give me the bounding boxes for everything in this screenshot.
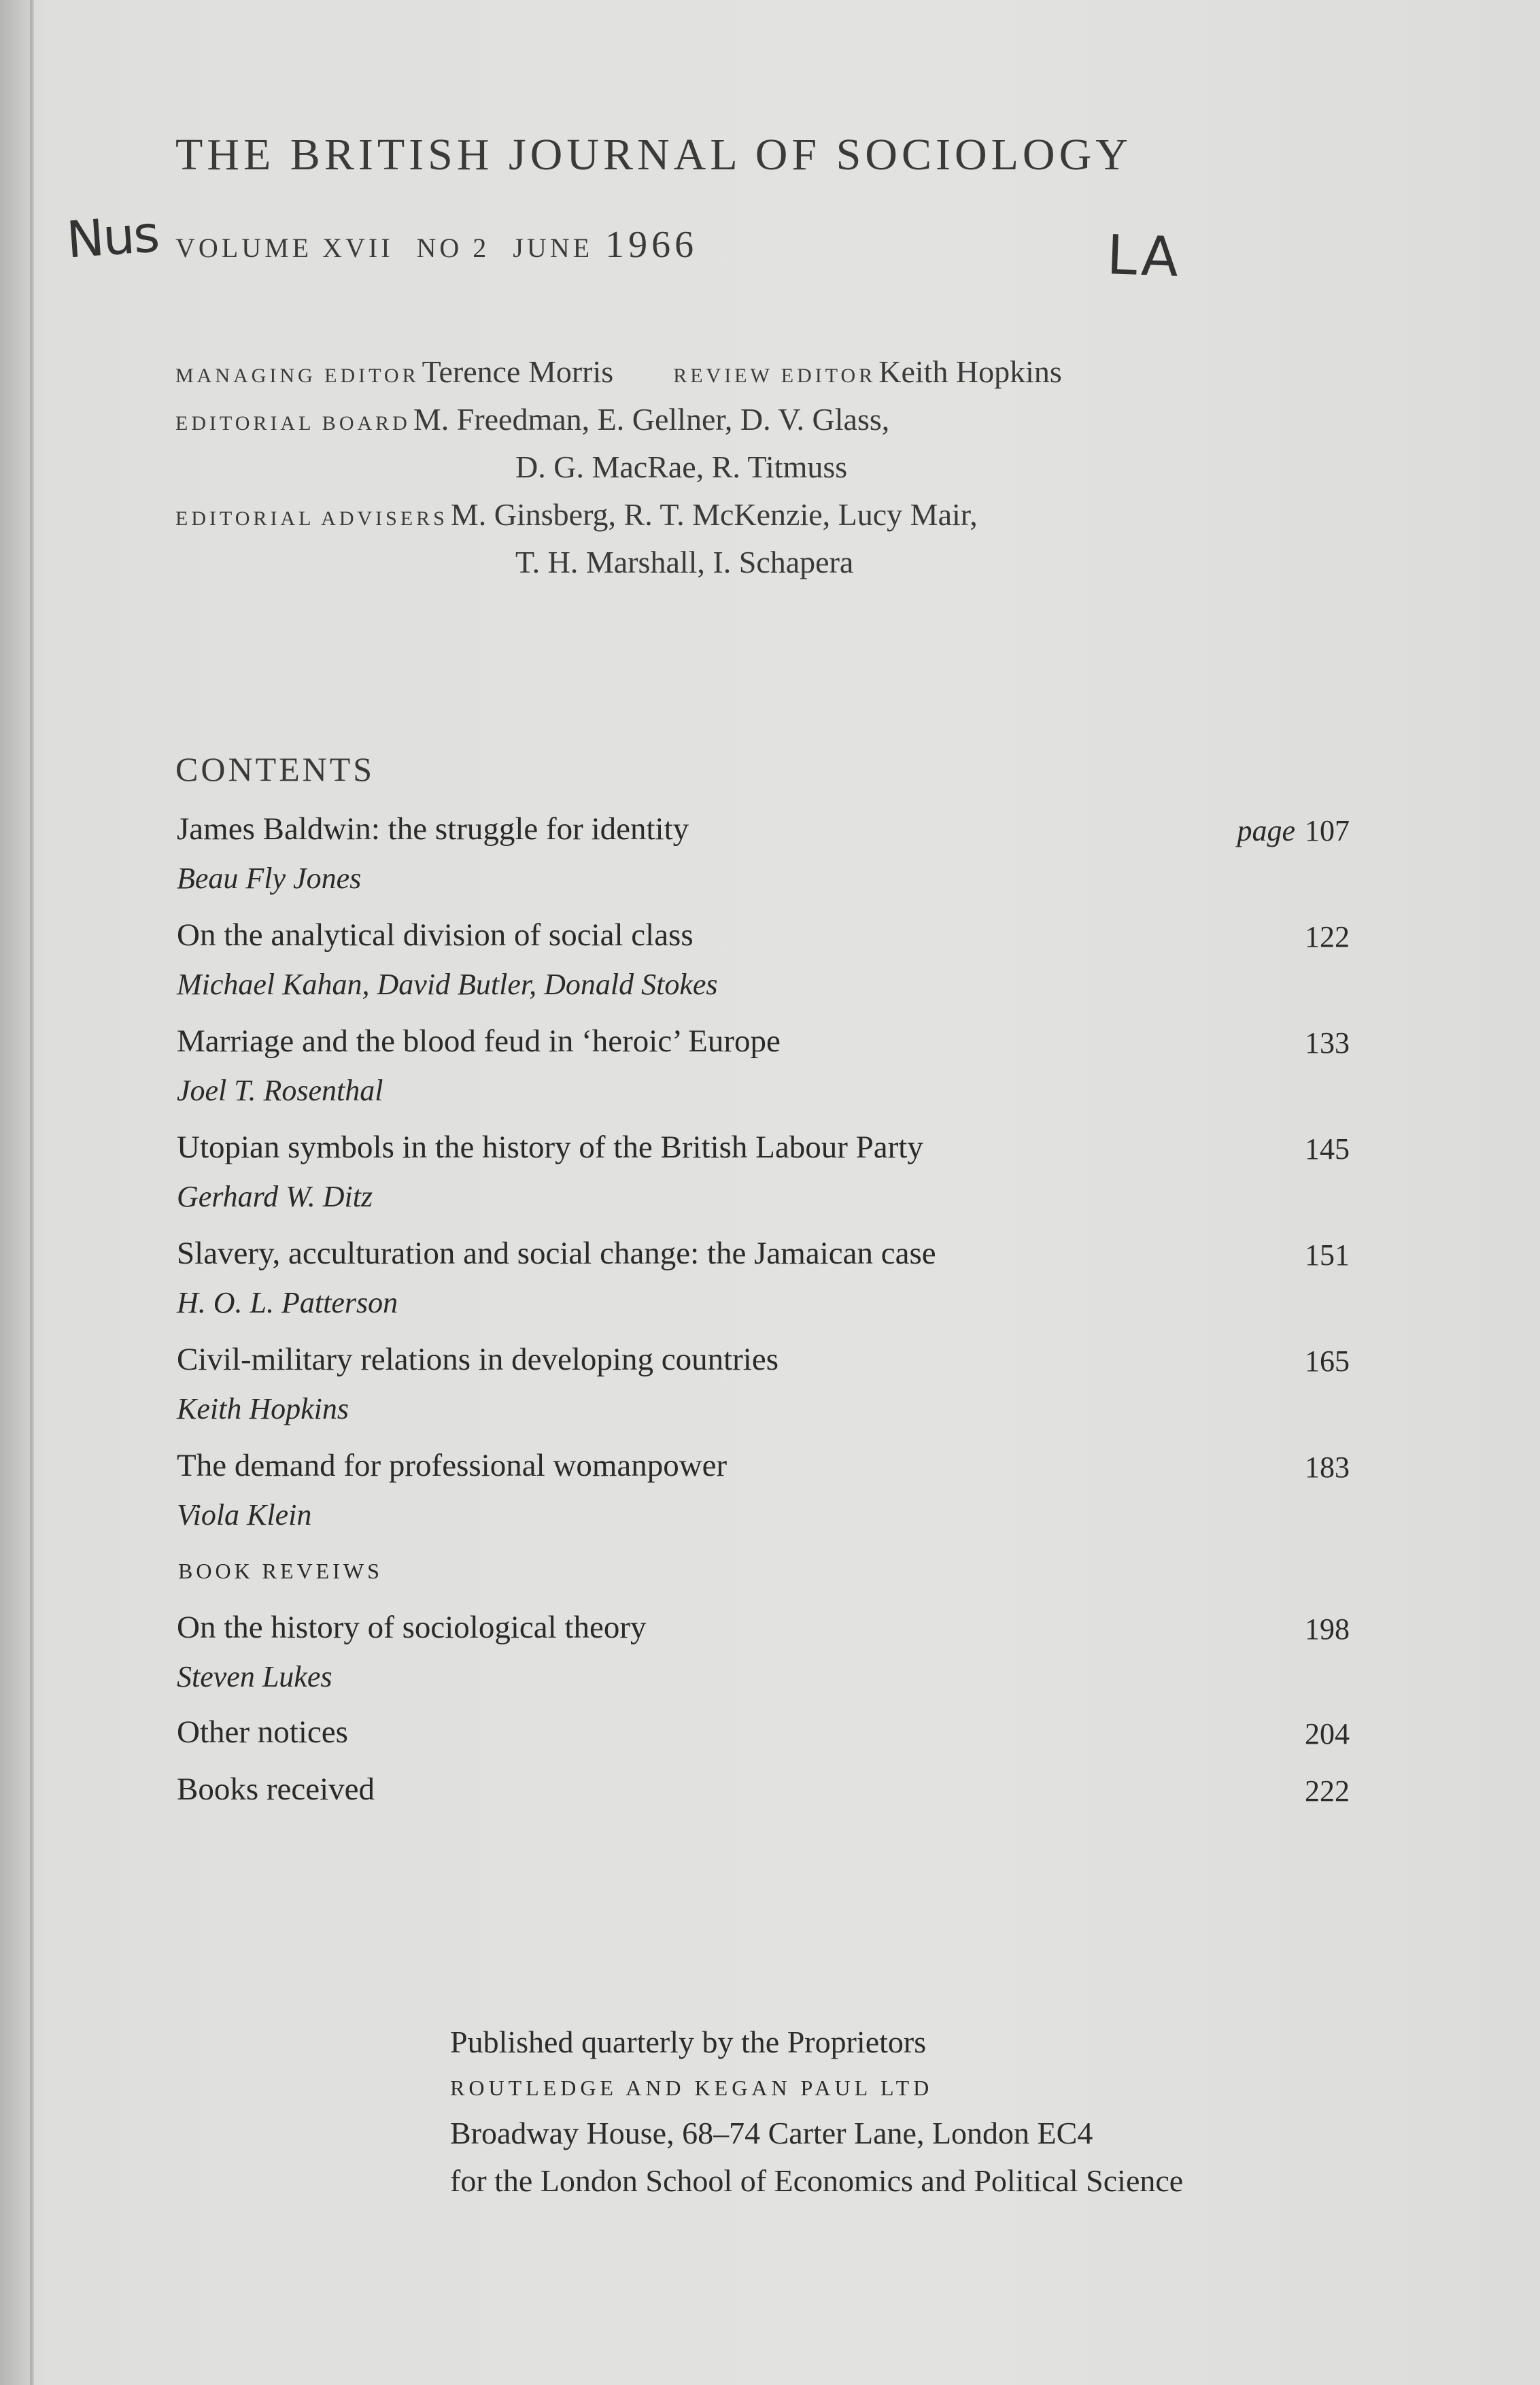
publisher-line-4: for the London School of Economics and Political Science [450,2163,1184,2198]
publisher-address: Broadway House, 68–74 Carter Lane, London EC4 [450,2116,1093,2150]
article-page-number: 165 [1305,1344,1350,1378]
article-page-number: 107 [1305,814,1350,847]
editorial-board-label: EDITORIAL BOARD [175,412,411,435]
books-received-page-number: 222 [1305,1774,1350,1808]
handwritten-note-right: LA [1106,223,1182,289]
handwritten-note-left: Nus [65,205,160,270]
review-editor-name: Keith Hopkins [878,354,1062,389]
editorial-board-names-1: M. Freedman, E. Gellner, D. V. Glass, [413,402,890,437]
editorial-board-names-2: D. G. MacRae, R. Titmuss [515,450,848,484]
year-label: 1966 [605,224,698,266]
article-title: Utopian symbols in the history of the British Labour Party [177,1130,923,1165]
editorial-advisers-line [175,496,978,532]
article-page-number: 122 [1305,920,1350,953]
managing-editor-name: Terence Morris [422,354,614,389]
managing-editor-label: MANAGING EDITOR [175,365,420,387]
publisher-line-1: Published quarterly by the Proprietors [450,2025,927,2059]
review-title: On the history of sociological theory [177,1610,647,1645]
article-author: H. O. L. Patterson [177,1286,398,1319]
article-author: Michael Kahan, David Butler, Donald Stokes [177,968,718,1001]
month-label: JUNE [513,233,594,263]
page-gutter-shadow [0,0,30,2385]
editorial-advisers-label: EDITORIAL ADVISERS [175,507,448,530]
book-reviews-label: BOOK REVEIWS [178,1559,383,1583]
editorial-advisers-names-2: T. H. Marshall, I. Schapera [515,545,854,579]
article-title: James Baldwin: the struggle for identity [177,811,689,847]
article-author: Joel T. Rosenthal [177,1074,383,1107]
review-page-number: 198 [1305,1612,1350,1646]
article-title: The demand for professional womanpower [177,1448,728,1483]
managing-editor-line [175,354,1062,390]
article-title: Slavery, acculturation and social change: the Jamaican case [177,1236,936,1271]
article-page-number: 145 [1305,1132,1350,1166]
volume-label: VOLUME XVII [175,233,394,263]
editorial-advisers-names-1: M. Ginsberg, R. T. McKenzie, Lucy Mair, [450,497,978,532]
article-author: Beau Fly Jones [177,862,362,895]
review-author: Steven Lukes [177,1660,332,1693]
article-page-number: 183 [1305,1451,1350,1484]
books-received-title: Books received [177,1772,375,1807]
binding-edge [30,0,34,2385]
journal-title: THE BRITISH JOURNAL OF SOCIOLOGY [175,130,1132,180]
article-page [1237,813,1350,848]
editorial-board-line [175,401,889,437]
article-title: Marriage and the blood feud in ‘heroic’ Europe [177,1024,781,1059]
other-notices-title: Other notices [177,1714,348,1750]
article-author: Gerhard W. Ditz [177,1180,373,1213]
article-title: On the analytical division of social class [177,917,694,953]
issue-line [175,223,698,267]
number-label: NO 2 [416,233,490,263]
review-editor-label: REVIEW EDITOR [673,365,876,387]
article-author: Viola Klein [177,1498,312,1532]
contents-heading: CONTENTS [175,750,375,788]
publisher-name: ROUTLEDGE AND KEGAN PAUL LTD [450,2076,934,2100]
article-page-number: 133 [1305,1026,1350,1060]
article-page-number: 151 [1305,1238,1350,1272]
other-notices-page-number: 204 [1305,1717,1350,1750]
article-author: Keith Hopkins [177,1392,349,1425]
article-title: Civil-military relations in developing countries [177,1342,778,1377]
page-word: page [1237,814,1295,847]
